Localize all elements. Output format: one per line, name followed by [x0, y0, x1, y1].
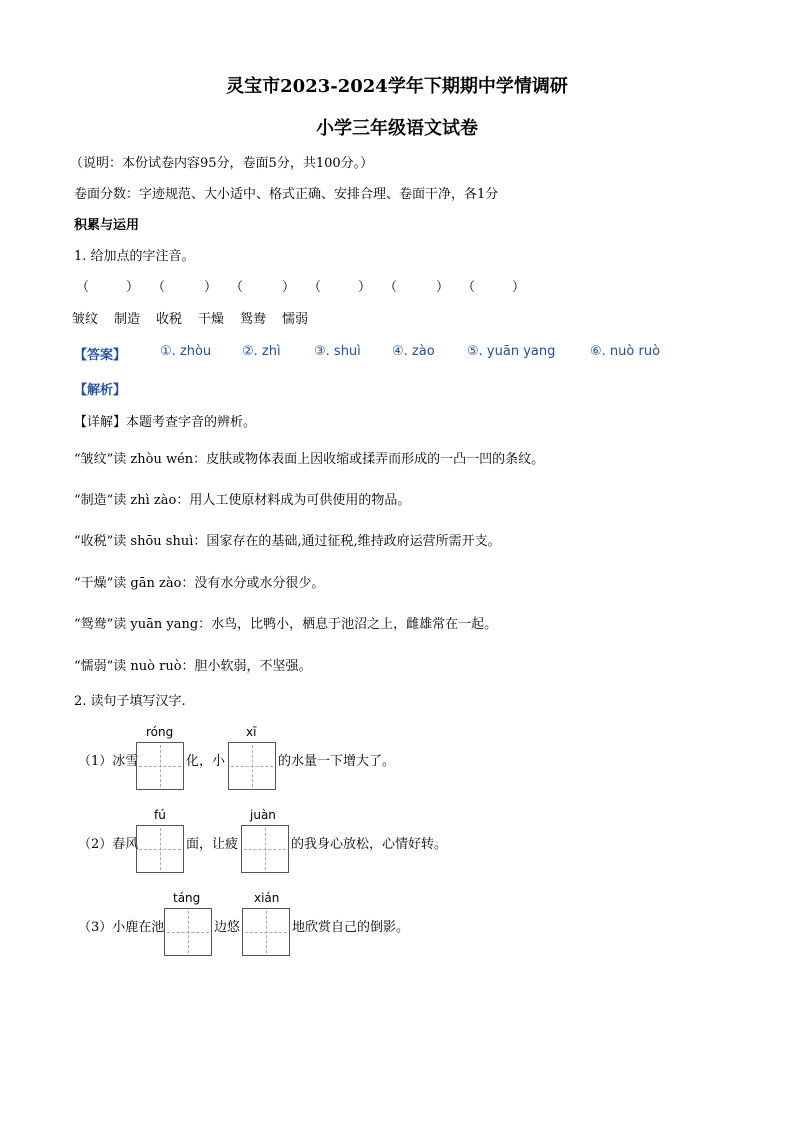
writing-grid-box[interactable]: [228, 742, 276, 790]
paren-open: （: [76, 280, 90, 295]
pinyin-hint: juàn: [250, 808, 276, 822]
pinyin-hint: táng: [173, 891, 201, 905]
word-item: 制造: [114, 312, 141, 327]
page-subtitle: 小学三年级语文试卷: [316, 118, 478, 139]
sentence-part: 的水量一下增大了。: [278, 754, 396, 769]
answer-item: ⑤. yuān yang: [467, 344, 556, 359]
sentence-part: 地欣赏自己的倒影。: [292, 920, 410, 935]
answer-item: ③. shuì: [314, 344, 361, 359]
paren-open: （: [384, 280, 398, 295]
answer-item: ①. zhòu: [160, 344, 212, 359]
paren-close: ）: [512, 280, 526, 295]
sentence-part: （1）冰雪: [78, 754, 139, 769]
sentence-part: 的我身心放松，心情好转。: [291, 837, 448, 852]
sentence-part: 边悠: [214, 920, 241, 935]
paren-close: ）: [282, 280, 296, 295]
explanation-line: “懦弱”读 nuò ruò：胆小软弱，不坚强。: [74, 659, 312, 674]
paren-open: （: [308, 280, 322, 295]
explanation-line: “干燥”读 gān zào：没有水分或水分很少。: [74, 576, 325, 591]
question-2-prompt: 2. 读句子填写汉字.: [74, 694, 186, 709]
scoring-note: 卷面分数：字迹规范、大小适中、格式正确、安排合理、卷面干净，各1分: [74, 187, 499, 202]
explanation-line: “制造”读 zhì zào：用人工使原材料成为可供使用的物品。: [74, 493, 411, 508]
word-item: 收税: [156, 312, 183, 327]
word-item: 皱纹: [72, 312, 99, 327]
explanation-line: “鸳鸯”读 yuān yang：水鸟，比鸭小，栖息于池沼之上，雌雄常在一起。: [74, 617, 498, 632]
paren-close: ）: [436, 280, 450, 295]
answer-label: 【答案】: [74, 348, 127, 363]
paren-open: （: [152, 280, 166, 295]
page-title: 灵宝市2023-2024学年下期期中学情调研: [226, 76, 568, 97]
pinyin-hint: xī: [246, 725, 257, 739]
writing-grid-box[interactable]: [136, 742, 184, 790]
word-item: 鸳鸯: [240, 312, 267, 327]
paren-close: ）: [358, 280, 372, 295]
answer-item: ⑥. nuò ruò: [590, 344, 661, 359]
writing-grid-box[interactable]: [241, 825, 289, 873]
writing-grid-box[interactable]: [242, 908, 290, 956]
pinyin-hint: fú: [154, 808, 166, 822]
sentence-part: 化，小: [186, 754, 226, 769]
answer-item: ④. zào: [392, 344, 435, 359]
question-1-prompt: 1. 给加点的字注音。: [74, 249, 195, 264]
writing-grid-box[interactable]: [164, 908, 212, 956]
pinyin-hint: xián: [254, 891, 280, 905]
sentence-part: （2）春风: [78, 837, 139, 852]
sentence-part: 面，让疲: [186, 837, 239, 852]
analysis-label: 【解析】: [74, 383, 127, 398]
explanation-line: “收税”读 shōu shuì：国家存在的基础,通过征税,维持政府运营所需开支。: [74, 534, 501, 549]
detail-text: 【详解】本题考查字音的辨析。: [74, 415, 257, 430]
word-item: 干燥: [198, 312, 225, 327]
sentence-part: （3）小鹿在池: [78, 920, 165, 935]
writing-grid-box[interactable]: [136, 825, 184, 873]
paren-close: ）: [126, 280, 140, 295]
word-item: 懦弱: [282, 312, 309, 327]
section-heading: 积累与运用: [74, 218, 140, 233]
paren-open: （: [462, 280, 476, 295]
pinyin-hint: róng: [146, 725, 174, 739]
explanation-line: “皱纹”读 zhòu wén：皮肤或物体表面上因收缩或揉弄而形成的一凸一凹的条纹。: [74, 452, 545, 467]
exam-note: （说明：本份试卷内容95分，卷面5分，共100分。）: [70, 156, 374, 171]
answer-item: ②. zhì: [242, 344, 281, 359]
paren-close: ）: [204, 280, 218, 295]
paren-open: （: [230, 280, 244, 295]
